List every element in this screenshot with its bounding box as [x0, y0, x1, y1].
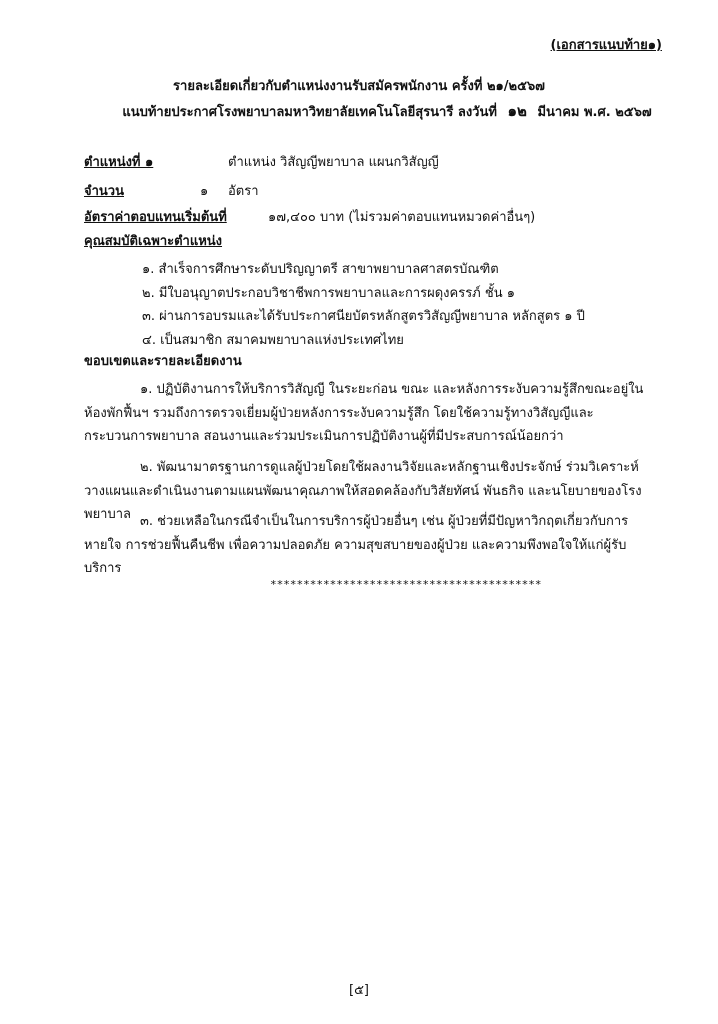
position-row: [84, 151, 439, 172]
qualifications-label: คุณสมบัติเฉพาะตำแหน่ง: [84, 234, 223, 249]
qualifications-row: [84, 230, 222, 251]
salary-label: อัตราค่าตอบแทนเริ่มต้นที่: [84, 210, 227, 225]
scope-item-text: ๒. พัฒนามาตรฐานการดูแลผู้ป่วยโดยใช้ผลงานวิจัยและหลักฐานเชิงประจักษ์ ร่วมวิเคราะห์ วางแผนและดำเนินงานตามแผนพัฒนาคุณภาพให้สอดคล้องกับวิสัยทัศน์ พันธกิจ และนโยบายของโรงพยาบาล: [84, 460, 642, 522]
salary-row: [84, 206, 536, 227]
qualification-item: ๓. ผ่านการอบรมและได้รับประกาศนียบัตรหลักสูตรวิสัญญีพยาบาล หลักสูตร ๑ ปี: [142, 309, 585, 324]
quantity-unit: อัตรา: [228, 184, 259, 199]
position-label: ตำแหน่งที่ ๑: [84, 155, 154, 170]
subtitle-text-b: มีนาคม พ.ศ. ๒๕๖๗: [537, 105, 652, 120]
attachment-label: (เอกสารแนบท้าย๑): [550, 38, 662, 53]
qualification-item: ๑. สำเร็จการศึกษาระดับปริญญาตรี สาขาพยาบาลศาสตรบัณฑิต: [142, 262, 499, 277]
quantity-count: ๑: [200, 184, 209, 199]
page-number: [๕]: [349, 983, 369, 998]
position-value: ตำแหน่ง วิสัญญีพยาบาล แผนกวิสัญญี: [228, 155, 439, 170]
handwritten-day: ๑๒: [507, 102, 527, 120]
salary-value: ๑๗,๔๐๐ บาท (ไม่รวมค่าตอบแทนหมวดค่าอื่นๆ): [268, 210, 536, 225]
scope-item: [84, 510, 644, 581]
separator-stars: *****************************************: [270, 578, 542, 591]
document-title: รายละเอียดเกี่ยวกับตำแหน่งงานรับสมัครพนักงาน ครั้งที่ ๒๑/๒๕๖๗: [173, 79, 545, 94]
subtitle-text-a: แนบท้ายประกาศโรงพยาบาลมหาวิทยาลัยเทคโนโลยีสุรนารี ลงวันที่: [122, 105, 497, 120]
document-subtitle: [28, 99, 718, 123]
qualification-item: ๔. เป็นสมาชิก สมาคมพยาบาลแห่งประเทศไทย: [142, 333, 404, 348]
scope-item: [84, 378, 644, 449]
quantity-label: จำนวน: [84, 184, 124, 199]
scope-item-text: ๓. ช่วยเหลือในกรณีจำเป็นในการบริการผู้ป่วยอื่นๆ เช่น ผู้ป่วยที่มีปัญหาวิกฤตเกี่ยวกับการหายใจ การช่วยฟื้นคืนชีพ เพื่อความปลอดภัย ความสุขสบายของผู้ป่วย และความพึงพอใจให้แก่ผู้รับบริการ: [84, 514, 629, 576]
qualification-item: ๒. มีใบอนุญาตประกอบวิชาชีพการพยาบาลและการผดุงครรภ์ ชั้น ๑: [142, 286, 515, 301]
quantity-row: [84, 180, 259, 201]
scope-heading: ขอบเขตและรายละเอียดงาน: [84, 354, 242, 369]
scope-item-text: ๑. ปฏิบัติงานการให้บริการวิสัญญี ในระยะก่อน ขณะ และหลังการระงับความรู้สึกขณะอยู่ในห้องพักฟื้นฯ รวมถึงการตรวจเยี่ยมผู้ป่วยหลังการระงับความรู้สึก โดยใช้ความรู้ทางวิสัญญีและกระบวนการพยาบาล สอนงานและร่วมประเมินการปฏิบัติงานผู้ที่มีประสบการณ์น้อยกว่า: [84, 382, 644, 444]
